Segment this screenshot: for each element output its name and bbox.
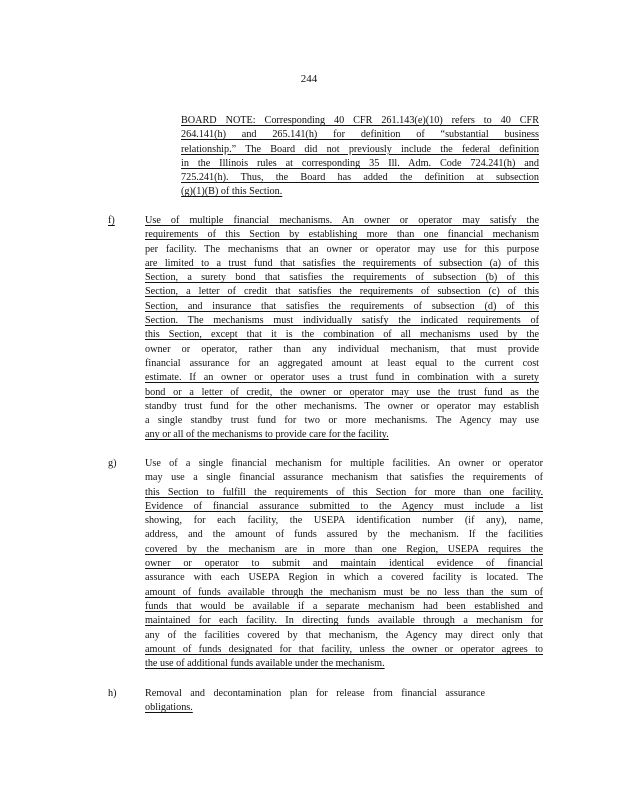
text-line: Use of a single financial mechanism for multiple facilities. An owner or operator [145, 458, 543, 469]
text-line: any or all of the mechanisms to provide care for the facility. [145, 429, 389, 441]
page-number: 244 [300, 73, 318, 85]
text-line: in the Illinois rules at corresponding 35 Ill. Adm. Code 724.241(h) and [181, 157, 539, 169]
text-line: (g)(1)(B) of this Section. [181, 186, 283, 198]
text-line: per facility. The mechanisms that an owner or operator may use for this purpose [145, 243, 539, 255]
text-line: BOARD NOTE: Corresponding 40 CFR 261.143(e)(10) refers to 40 CFR [181, 115, 539, 126]
text-line: funds that would be available if a separate mechanism had been established and [145, 600, 543, 612]
text-line: Section, and insurance that satisfies the requirements of subsection (d) of this [145, 300, 539, 312]
text-line: are limited to a trust fund that satisfies the requirements of subsection (a) of this [145, 257, 539, 269]
text-line: address, and the amount of funds assured by the mechanism. If the facilities [145, 529, 543, 541]
text-line: this Section, except that it is the combination of all mechanisms used by the [145, 329, 539, 341]
text-line: obligations. [145, 702, 193, 714]
text-line: Section, a letter of credit that satisfies the requirements of subsection (c) of this [145, 286, 539, 298]
text-line: standby trust fund for the other mechanisms. The owner or operator may establish [145, 400, 539, 412]
text-line: 264.141(h) and 265.141(h) for definition of “substantial business [181, 129, 539, 141]
section-g-text [145, 457, 543, 671]
text-line: may use a single financial assurance mechanism that satisfies the requirements of [145, 472, 543, 484]
text-line: amount of funds available through the mechanism must be no less than the sum of [145, 586, 543, 598]
text-line: Section. The mechanisms must individually satisfy the indicated requirements of [145, 315, 539, 327]
text-line: assurance with each USEPA Region in which a covered facility is located. The [145, 572, 543, 584]
text-line: this Section to fulfill the requirements of this Section for more than one facility. [145, 486, 543, 498]
text-line: requirements of this Section by establishing more than one financial mechanism [145, 229, 539, 241]
text-line: 725.241(h). Thus, the Board has added the definition at subsection [181, 172, 539, 184]
board-note [181, 114, 539, 200]
text-line: any of the facilities covered by that mechanism, the Agency may direct only that [145, 629, 543, 641]
text-line: owner or operator to submit and maintain identical evidence of financial [145, 558, 543, 570]
text-line: showing, for each facility, the USEPA identification number (if any), name, [145, 515, 543, 527]
text-line: covered by the mechanism are in more than one Region, USEPA requires the [145, 543, 543, 555]
text-line: relationship.” The Board did not previously include the federal definition [181, 143, 539, 155]
text-line: a single standby trust fund for two or more mechanisms. The Agency may use [145, 415, 539, 427]
text-line: bond or a letter of credit, the owner or operator may use the trust fund as the [145, 386, 539, 398]
text-line: Evidence of financial assurance submitted to the Agency must include a list [145, 500, 543, 512]
section-label-f: f) [108, 215, 115, 226]
text-line: financial assurance for an aggregated amount at least equal to the current cost [145, 357, 539, 369]
text-line: amount of funds designated for that facility, unless the owner or operator agrees to [145, 643, 543, 655]
section-label-h: h) [108, 688, 117, 699]
section-f-text [145, 214, 539, 443]
section-label-g: g) [108, 458, 117, 469]
text-line: Use of multiple financial mechanisms. An owner or operator may satisfy the [145, 215, 539, 226]
text-line: the use of additional funds available under the mechanism. [145, 658, 385, 670]
section-h-text [145, 687, 485, 716]
text-line: Section, a surety bond that satisfies the requirements of subsection (b) of this [145, 272, 539, 284]
text-line: estimate. If an owner or operator uses a trust fund in combination with a surety [145, 372, 539, 384]
text-line: Removal and decontamination plan for release from financial assurance [145, 688, 485, 699]
text-line: maintained for each facility. In directing funds available through a mechanism for [145, 615, 543, 627]
text-line: owner or operator, rather than any individual mechanism, that must provide [145, 343, 539, 355]
